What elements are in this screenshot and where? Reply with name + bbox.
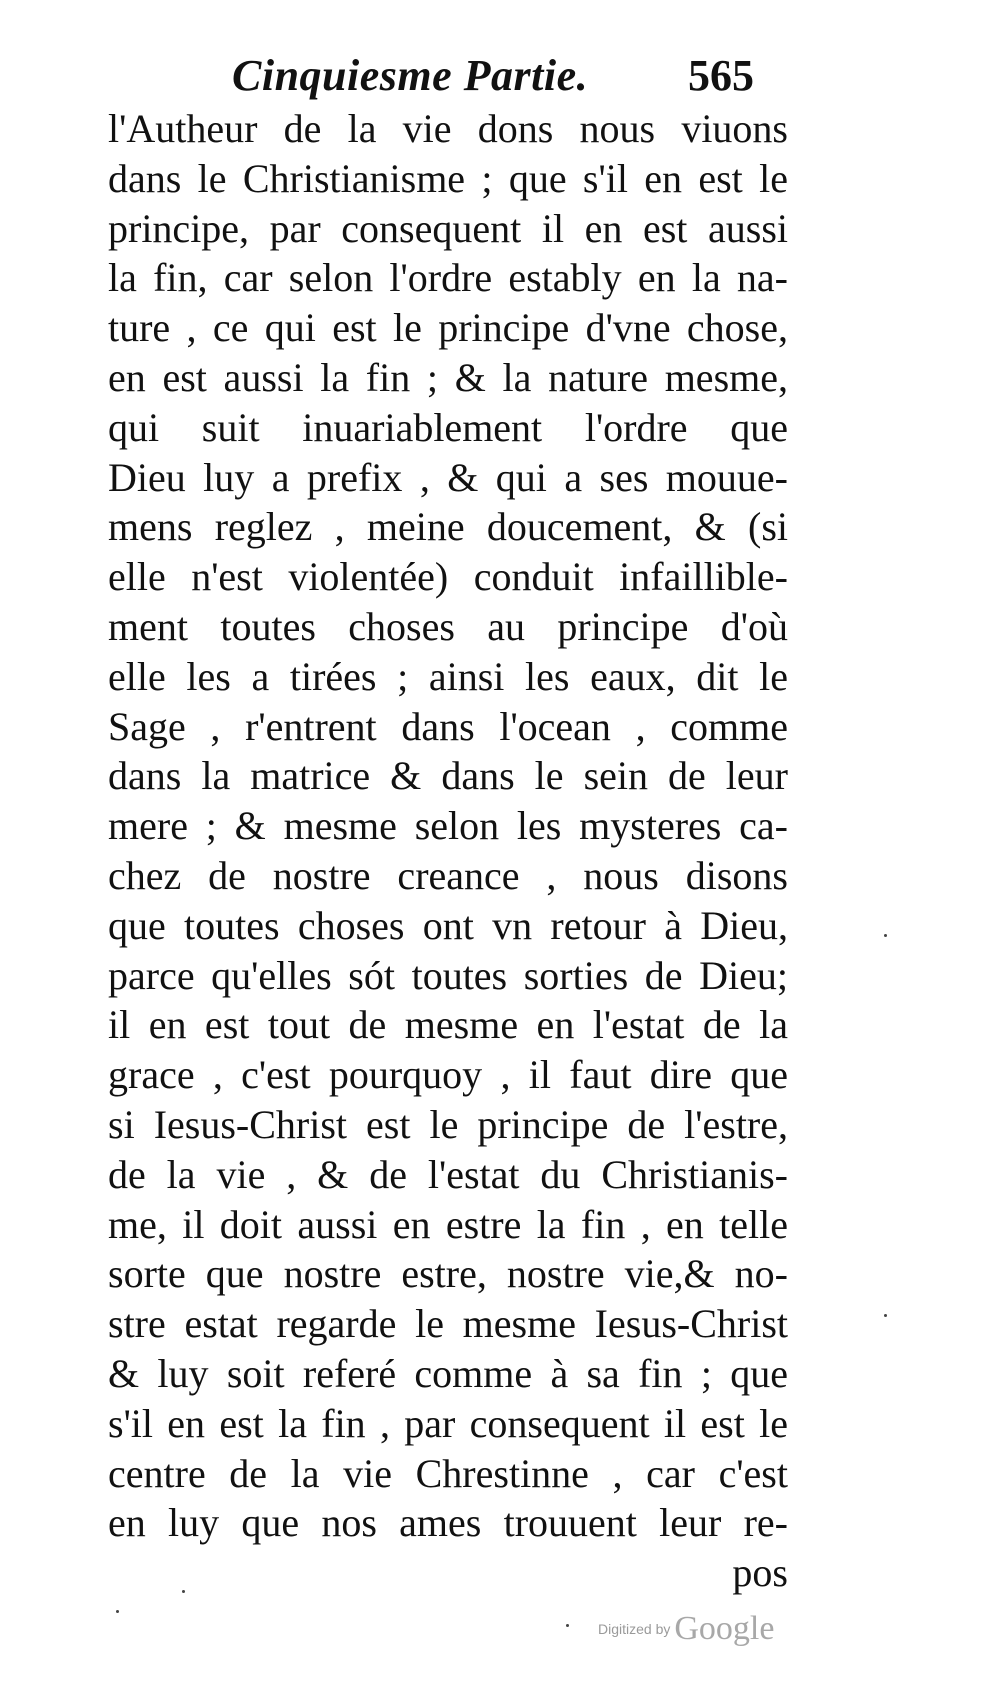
text-line: sorte que nostre estre, nostre vie,& no-: [108, 1251, 788, 1297]
catchword: pos: [732, 1550, 788, 1596]
text-line: elle n'est violentée) conduit infaillible-: [108, 554, 788, 600]
text-line: l'Autheur de la vie dons nous viuons: [108, 106, 788, 151]
scan-speck: [566, 1624, 569, 1627]
text-line: qui suit inuariablement l'ordre que: [108, 404, 788, 450]
text-line: & luy soit referé comme à sa fin ; que: [108, 1350, 788, 1396]
text-line: dans le Christianisme ; que s'il en est le: [108, 155, 788, 201]
text-line: ture , ce qui est le principe d'vne chose,: [108, 305, 788, 351]
text-line: s'il en est la fin , par consequent il est le: [108, 1400, 788, 1446]
text-line: en luy que nos ames trouuent leur re-: [108, 1500, 788, 1546]
text-line: que toutes choses ont vn retour à Dieu,: [108, 902, 788, 948]
text-line: mens reglez , meine doucement, & (si: [108, 504, 788, 550]
text-line: la fin, car selon l'ordre estably en la na-: [108, 255, 788, 301]
text-line: grace , c'est pourquoy , il faut dire que: [108, 1052, 788, 1098]
text-line: ment toutes choses au principe d'où: [108, 603, 788, 649]
page-number: 565: [688, 51, 754, 100]
text-line: Sage , r'entrent dans l'ocean , comme: [108, 703, 788, 749]
text-line: mere ; & mesme selon les mysteres ca-: [108, 803, 788, 849]
scan-speck: [182, 1590, 185, 1593]
digitized-watermark: [598, 1610, 774, 1648]
scan-speck: [884, 934, 887, 937]
page-header: [0, 44, 1005, 108]
scan-speck: [884, 1314, 887, 1317]
text-line: de la vie , & de l'estat du Christianis-: [108, 1151, 788, 1197]
text-line: stre estat regarde le mesme Iesus-Christ: [108, 1301, 788, 1347]
text-line: parce qu'elles sót toutes sorties de Dieu;: [108, 952, 788, 998]
running-title: Cinquiesme Partie.: [232, 51, 589, 100]
google-logo: Google: [674, 1610, 775, 1647]
text-line: dans la matrice & dans le sein de leur: [108, 753, 788, 799]
text-line: si Iesus-Christ est le principe de l'estre,: [108, 1101, 788, 1147]
scan-speck: [116, 1610, 119, 1613]
body-text: [108, 104, 788, 1598]
text-line: principe, par consequent il en est aussi: [108, 205, 788, 251]
text-line: il en est tout de mesme en l'estat de la: [108, 1002, 788, 1048]
text-line: chez de nostre creance , nous disons: [108, 852, 788, 898]
text-line: me, il doit aussi en estre la fin , en telle: [108, 1201, 788, 1247]
text-line: Dieu luy a prefix , & qui a ses mouue-: [108, 454, 788, 500]
text-line: elle les a tirées ; ainsi les eaux, dit le: [108, 653, 788, 699]
text-line: en est aussi la fin ; & la nature mesme,: [108, 354, 788, 400]
digitized-label: Digitized by: [598, 1621, 671, 1637]
text-line: centre de la vie Chrestinne , car c'est: [108, 1450, 788, 1496]
